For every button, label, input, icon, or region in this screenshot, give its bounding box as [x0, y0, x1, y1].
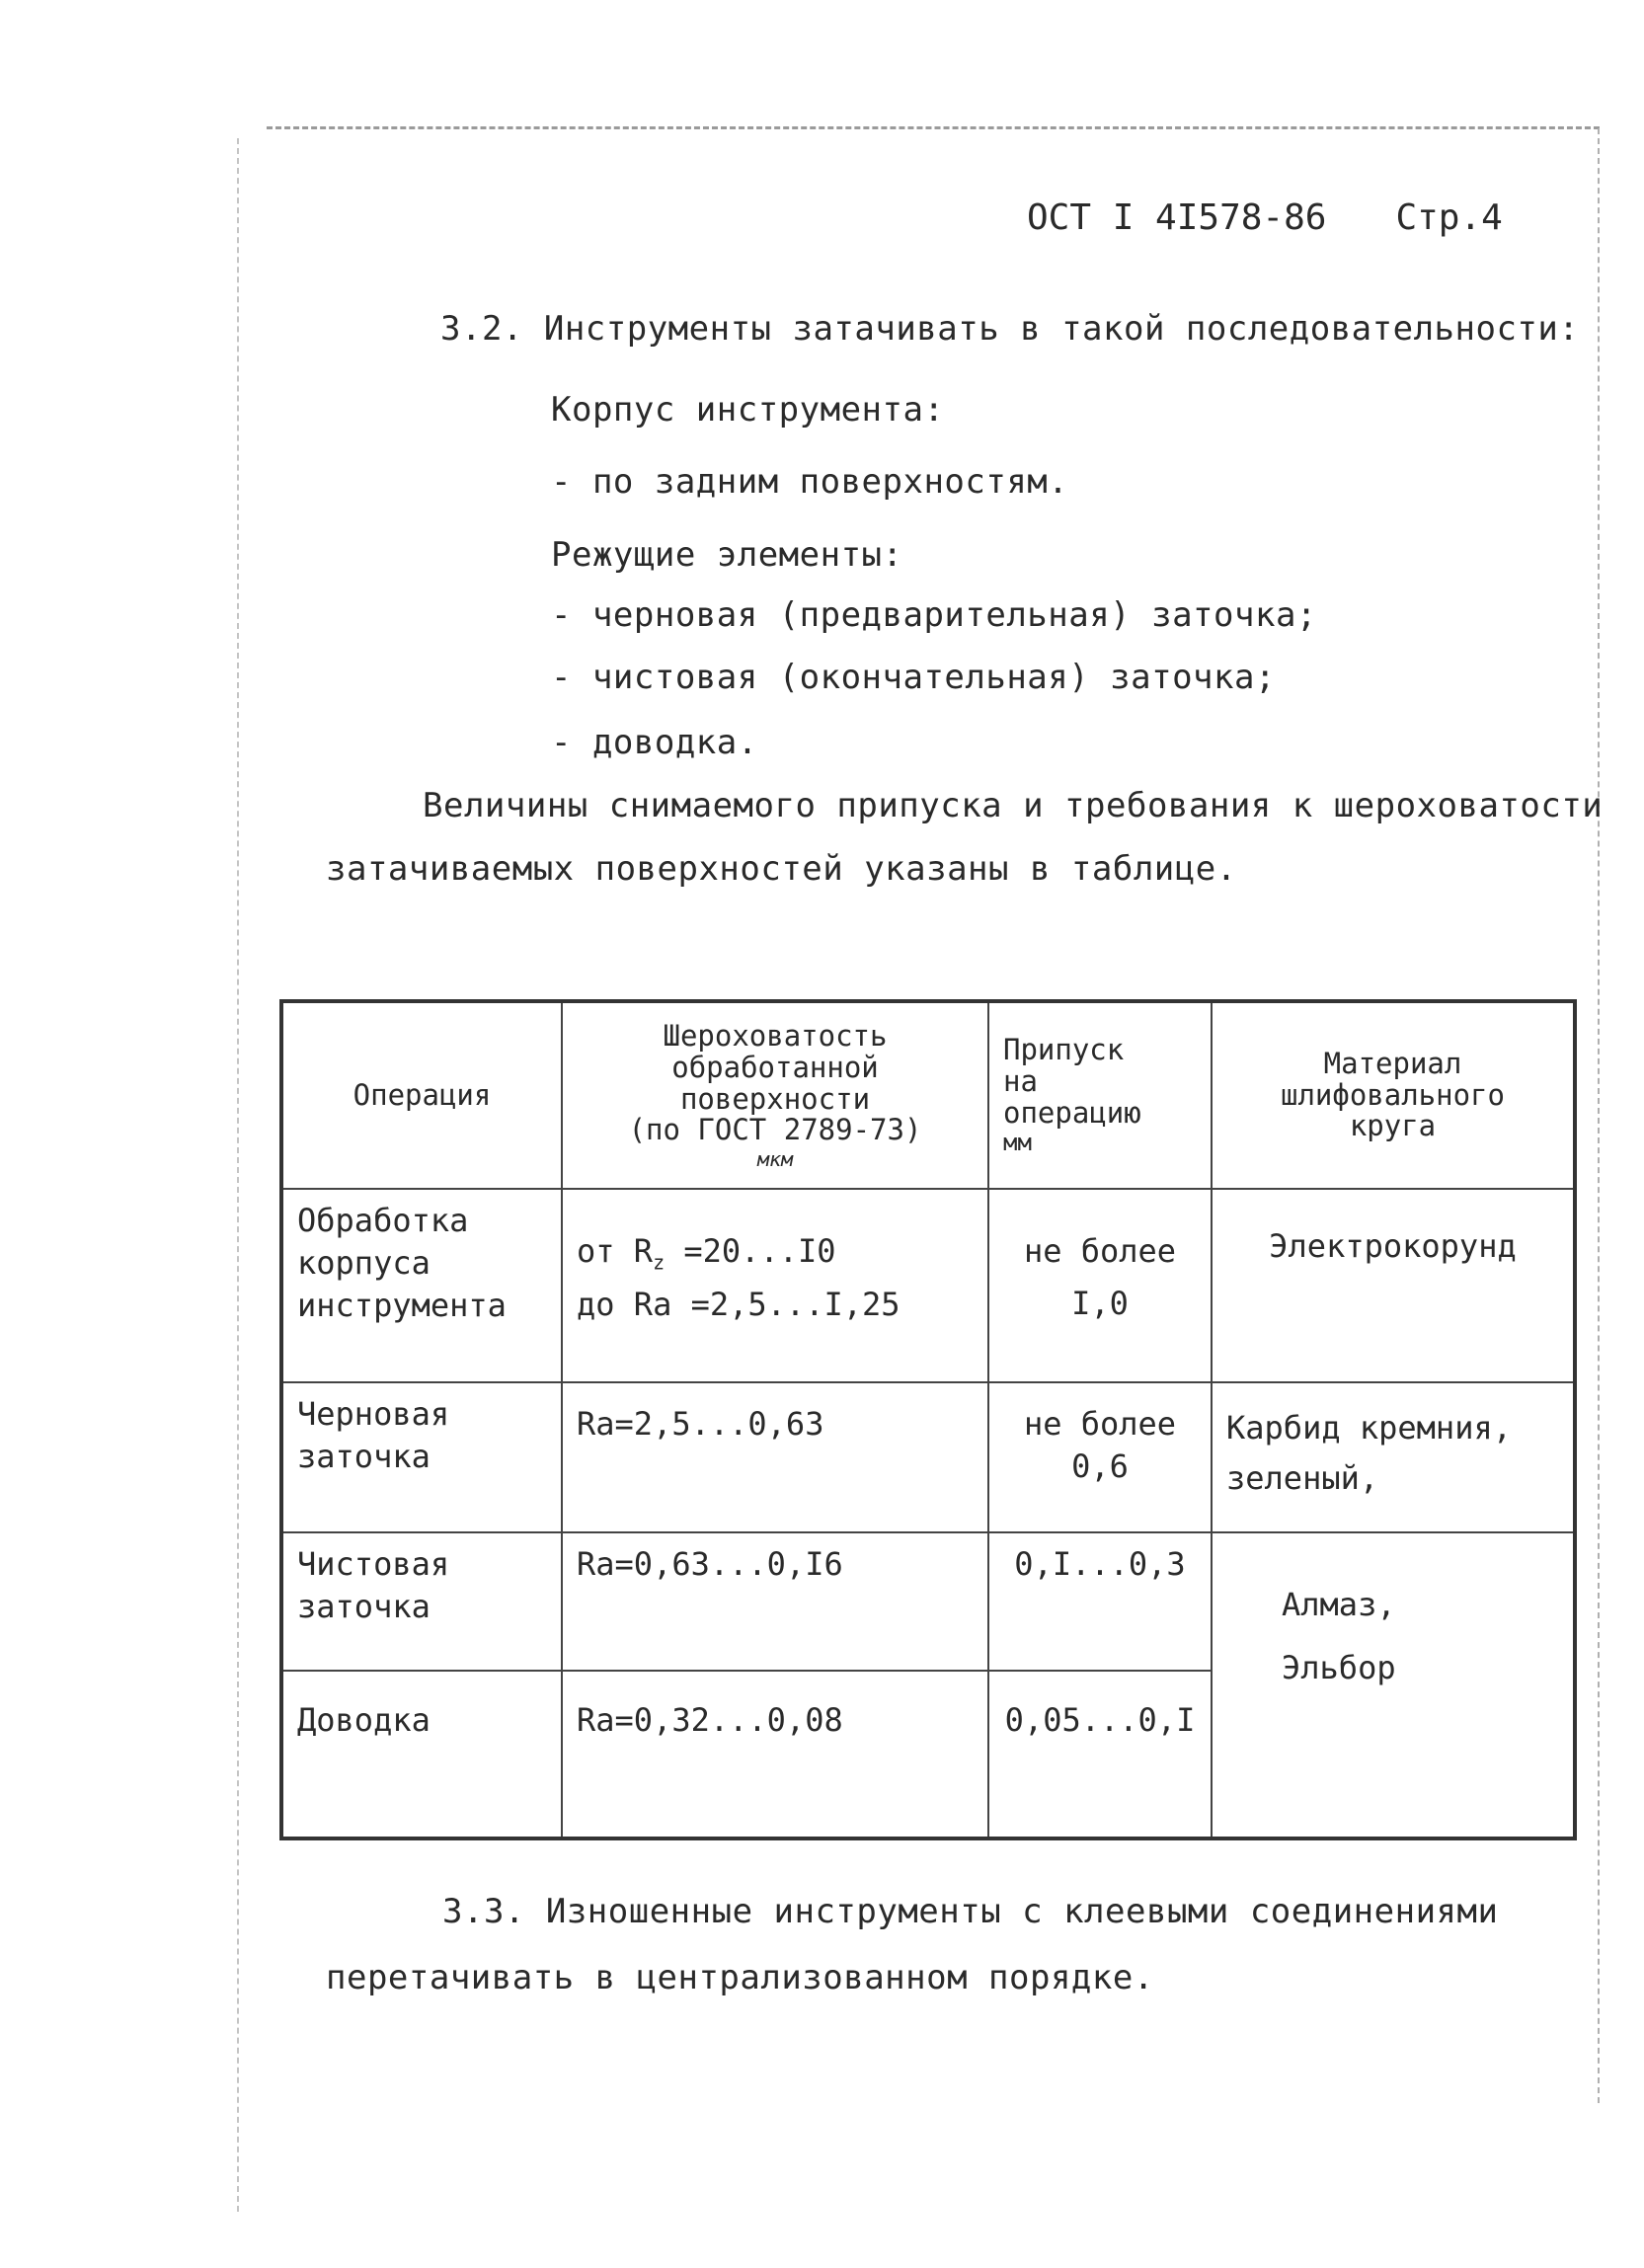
section-3-2-heading: 3.2. Инструменты затачивать в такой последовательности: — [440, 309, 1580, 349]
cutting-label: Режущие элементы: — [551, 535, 903, 575]
table-header-row — [281, 1001, 1575, 1189]
operation-cell: Черновая заточка — [281, 1382, 562, 1532]
operation-cell: Обработка корпуса инструмента — [281, 1189, 562, 1382]
table-row — [281, 1532, 1575, 1671]
allowance-unit: мм — [1003, 1129, 1032, 1157]
material-cell: Электрокорунд — [1212, 1189, 1575, 1382]
roughness-unit: мкм — [756, 1147, 794, 1172]
paragraph-line: Величины снимаемого припуска и требования к шероховатости — [423, 786, 1604, 825]
page-header — [1027, 197, 1503, 238]
roughness-cell: Ra=0,63...0,I6 — [562, 1532, 988, 1671]
page-number: Стр.4 — [1395, 197, 1503, 238]
section-3-3-line: перетачивать в централизованном порядке. — [326, 1958, 1154, 1997]
operation-cell: Доводка — [281, 1671, 562, 1838]
table-row — [281, 1189, 1575, 1382]
page-border-top — [267, 126, 1600, 129]
header-roughness: Шероховатость обработанной поверхности (по ГОСТ 2789-73) мкм — [562, 1001, 988, 1189]
allowance-cell: 0,05...0,I — [988, 1671, 1212, 1838]
paragraph-line: затачиваемых поверхностей указаны в таблице. — [326, 849, 1237, 889]
page-border-left — [237, 138, 239, 2212]
allowance-cell: не более I,0 — [988, 1189, 1212, 1382]
header-material: Материал шлифовального круга — [1212, 1001, 1575, 1189]
roughness-cell: Ra=0,32...0,08 — [562, 1671, 988, 1838]
cutting-item: - чистовая (окончательная) заточка; — [551, 658, 1276, 697]
roughness-cell: Ra=2,5...0,63 — [562, 1382, 988, 1532]
page-border-right — [1598, 128, 1600, 2103]
cutting-item: - черновая (предварительная) заточка; — [551, 595, 1317, 635]
header-allowance: Припуск на операцию мм — [988, 1001, 1212, 1189]
header-operation: Операция — [281, 1001, 562, 1189]
roughness-cell: от $R_z =20...I0$ до Ra =2,5...I,25 — [562, 1189, 988, 1382]
cutting-item: - доводка. — [551, 723, 758, 762]
body-item: - по задним поверхностям. — [551, 462, 1069, 502]
operations-table — [279, 999, 1577, 1840]
material-cell-merged: Алмаз, Эльбор — [1212, 1532, 1575, 1838]
table-row — [281, 1382, 1575, 1532]
allowance-cell: не более 0,6 — [988, 1382, 1212, 1532]
section-3-3-line: 3.3. Изношенные инструменты с клеевыми соединениями — [442, 1892, 1499, 1931]
material-cell: Карбид кремния, зеленый, — [1212, 1382, 1575, 1532]
document-code: ОСТ I 4I578-86 — [1027, 197, 1327, 238]
operation-cell: Чистовая заточка — [281, 1532, 562, 1671]
allowance-cell: 0,I...0,3 — [988, 1532, 1212, 1671]
body-label: Корпус инструмента: — [551, 390, 945, 430]
